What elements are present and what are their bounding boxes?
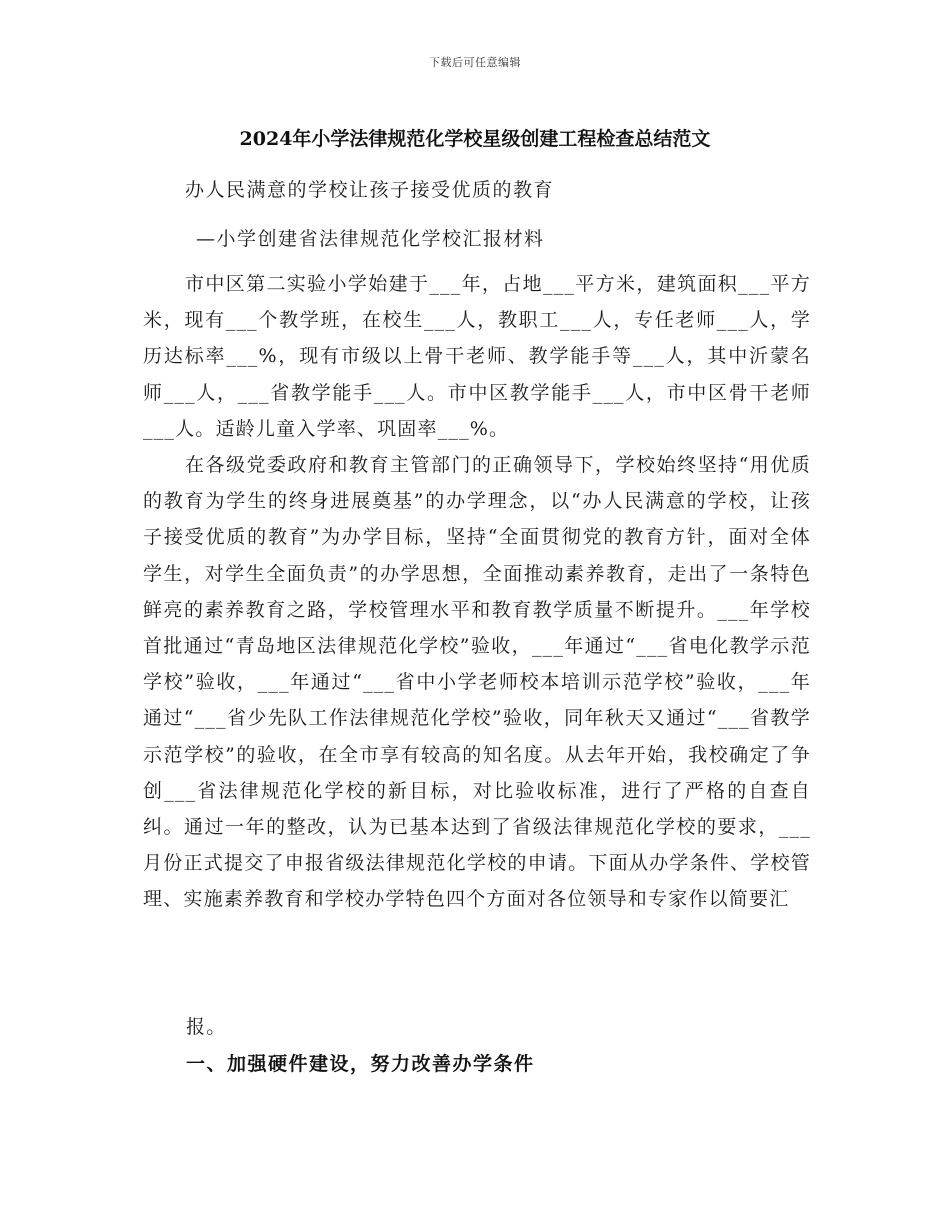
document-subtitle-secondary: —小学创建省法律规范化学校汇报材料 (196, 228, 545, 250)
paragraph-school-achievements: 在各级党委政府和教育主管部门的正确领导下，学校始终坚持“用优质的教育为学生的终身进展奠基”的办学理念，以“办人民满意的学校，让孩子接受优质的教育”为办学目标，坚持“全面贯彻党的教育方针，面对全体学生，对学生全面负责”的办学思想，全面推动素养教育，走出了一条特色鲜亮的素养教育之路，学校管理水平和教育教学质量不断提升。___年学校首批通过“青岛地区法律规范化学校”验收，___年通过“___省电化教学示范学校”验收，___年通过“___省中小学老师校本培训示范学校”验收，___年通过“___省少先队工作法律规范化学校”验收，同年秋天又通过“___省教学示范学校”的验收，在全市享有较高的知名度。从去年开始，我校确定了争创___省法律规范化学校的新目标，对比验收标准，进行了严格的自查自纠。通过一年的整改，认为已基本达到了省级法律规范化学校的要求，___月份正式提交了申报省级法律规范化学校的申请。下面从办学条件、学校管理、实施素养教育和学校办学特色四个方面对各位领导和专家作以简要汇 (143, 454, 811, 911)
paragraph-school-overview: 市中区第二实验小学始建于___年，占地___平方米，建筑面积___平方米，现有___个教学班，在校生___人，教职工___人，专任老师___人，学历达标率___%，现有市级以上骨干老师、教学能手等___人，其中沂蒙名师___人，___省教学能手___人。市中区教学能手___人，市中区骨干老师___人。适龄儿童入学率、巩固率___%。 (143, 273, 811, 440)
document-title: 2024年小学法律规范化学校星级创建工程检查总结范文 (239, 128, 711, 150)
paragraph-continuation: 报。 (186, 1016, 227, 1038)
document-subtitle: 办人民满意的学校让孩子接受优质的教育 (185, 179, 555, 201)
header-note: 下载后可任意编辑 (429, 56, 521, 69)
section-heading: 一、加强硬件建设，努力改善办学条件 (186, 1053, 535, 1075)
